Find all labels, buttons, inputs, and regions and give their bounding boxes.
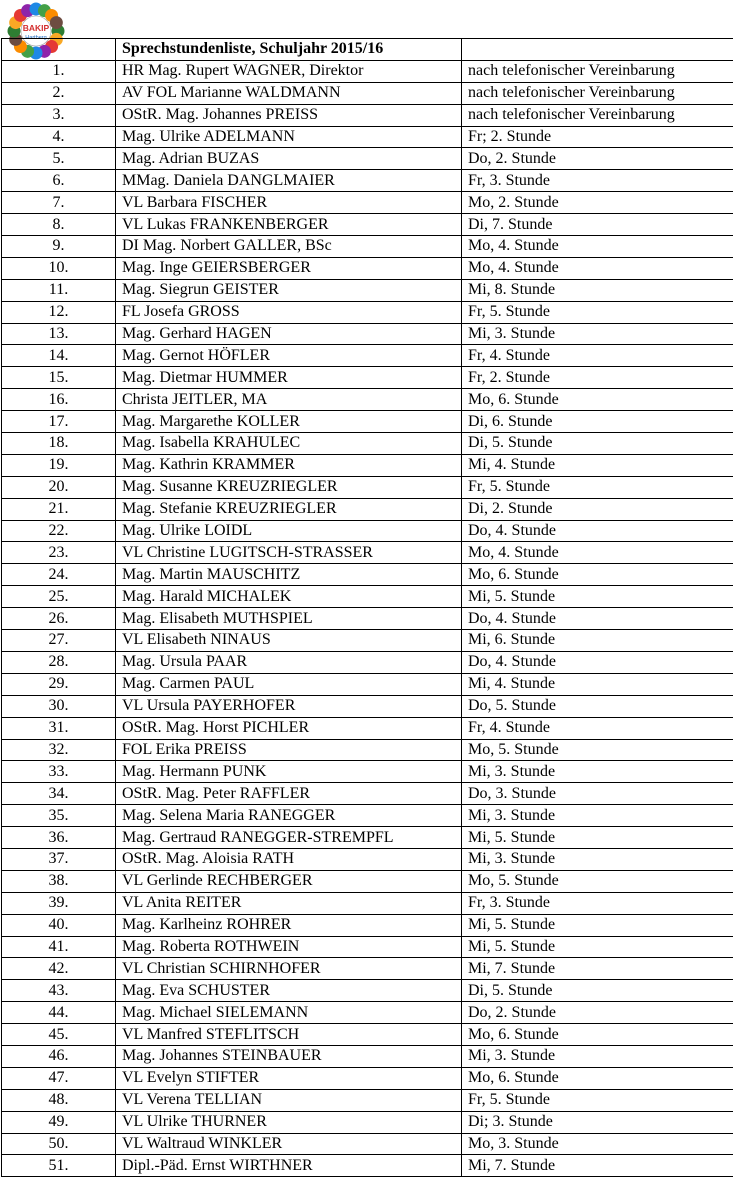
table-row	[2, 520, 733, 542]
consultation-time: nach telefonischer Vereinbarung	[462, 104, 733, 126]
consultation-time: Fr, 4. Stunde	[462, 345, 733, 367]
logo-subtext: Hartberg	[25, 35, 46, 41]
teacher-name: Christa JEITLER, MA	[116, 389, 462, 411]
table-row	[2, 301, 733, 323]
row-number: 34.	[2, 783, 116, 805]
teacher-name: AV FOL Marianne WALDMANN	[116, 82, 462, 104]
teacher-name: Mag. Martin MAUSCHITZ	[116, 564, 462, 586]
row-number: 20.	[2, 476, 116, 498]
teacher-name: Mag. Michael SIELEMANN	[116, 1002, 462, 1024]
teacher-name: VL Christian SCHIRNHOFER	[116, 958, 462, 980]
teacher-name: VL Ursula PAYERHOFER	[116, 695, 462, 717]
consultation-time: Di, 6. Stunde	[462, 411, 733, 433]
table-row	[2, 323, 733, 345]
consultation-time: Mo, 5. Stunde	[462, 739, 733, 761]
teacher-name: Mag. Karlheinz ROHRER	[116, 914, 462, 936]
table-row	[2, 126, 733, 148]
teacher-name: VL Evelyn STIFTER	[116, 1067, 462, 1089]
row-number: 10.	[2, 257, 116, 279]
consultation-time: Di, 7. Stunde	[462, 214, 733, 236]
consultation-time: Mi, 6. Stunde	[462, 630, 733, 652]
row-number: 35.	[2, 805, 116, 827]
consultation-time: Do, 2. Stunde	[462, 1002, 733, 1024]
teacher-name: Mag. Elisabeth MUTHSPIEL	[116, 608, 462, 630]
row-number: 4.	[2, 126, 116, 148]
row-number: 21.	[2, 498, 116, 520]
teacher-name: VL Gerlinde RECHBERGER	[116, 870, 462, 892]
table-row	[2, 564, 733, 586]
table-row	[2, 1133, 733, 1155]
row-number: 49.	[2, 1111, 116, 1133]
consultation-time: Mi, 8. Stunde	[462, 279, 733, 301]
table-row	[2, 236, 733, 258]
table-row	[2, 82, 733, 104]
teacher-name: VL Christine LUGITSCH-STRASSER	[116, 542, 462, 564]
table-row	[2, 1111, 733, 1133]
table-row	[2, 1045, 733, 1067]
table-row	[2, 1024, 733, 1046]
row-number: 6.	[2, 170, 116, 192]
consultation-time: Do, 4. Stunde	[462, 651, 733, 673]
consultation-time: Mo, 6. Stunde	[462, 1067, 733, 1089]
row-number: 40.	[2, 914, 116, 936]
table-row	[2, 1002, 733, 1024]
consultation-time: nach telefonischer Vereinbarung	[462, 60, 733, 82]
consultation-time: Di, 5. Stunde	[462, 980, 733, 1002]
table-row	[2, 257, 733, 279]
table-row	[2, 958, 733, 980]
teacher-name: Mag. Margarethe KOLLER	[116, 411, 462, 433]
teacher-name: Mag. Ulrike LOIDL	[116, 520, 462, 542]
table-row	[2, 279, 733, 301]
row-number: 19.	[2, 454, 116, 476]
consultation-time: Mi, 4. Stunde	[462, 673, 733, 695]
row-number: 9.	[2, 236, 116, 258]
table-row	[2, 914, 733, 936]
table-row	[2, 214, 733, 236]
consultation-time: Fr, 3. Stunde	[462, 170, 733, 192]
consultation-time: Mi, 7. Stunde	[462, 1155, 733, 1177]
consultation-time: Mi, 3. Stunde	[462, 805, 733, 827]
consultation-time: Di; 3. Stunde	[462, 1111, 733, 1133]
table-row	[2, 827, 733, 849]
consultation-time: Mi, 3. Stunde	[462, 761, 733, 783]
row-number: 28.	[2, 651, 116, 673]
row-number: 8.	[2, 214, 116, 236]
table-title: Sprechstundenliste, Schuljahr 2015/16	[116, 39, 462, 61]
consultation-time: Do, 4. Stunde	[462, 608, 733, 630]
consultation-time: Do, 4. Stunde	[462, 520, 733, 542]
teacher-name: FL Josefa GROSS	[116, 301, 462, 323]
table-row	[2, 651, 733, 673]
teacher-name: Mag. Johannes STEINBAUER	[116, 1045, 462, 1067]
table-row	[2, 476, 733, 498]
table-row	[2, 60, 733, 82]
header-cell-time	[462, 39, 733, 61]
teacher-name: Mag. Stefanie KREUZRIEGLER	[116, 498, 462, 520]
table-row	[2, 542, 733, 564]
row-number: 48.	[2, 1089, 116, 1111]
table-row	[2, 192, 733, 214]
consultation-time: Mi, 5. Stunde	[462, 936, 733, 958]
teacher-name: Mag. Ulrike ADELMANN	[116, 126, 462, 148]
row-number: 14.	[2, 345, 116, 367]
table-row	[2, 389, 733, 411]
row-number: 17.	[2, 411, 116, 433]
teacher-name: Mag. Selena Maria RANEGGER	[116, 805, 462, 827]
teacher-name: Mag. Siegrun GEISTER	[116, 279, 462, 301]
table-row	[2, 739, 733, 761]
consultation-time: Fr, 4. Stunde	[462, 717, 733, 739]
row-number: 38.	[2, 870, 116, 892]
consultation-time: Mi, 4. Stunde	[462, 454, 733, 476]
row-number: 50.	[2, 1133, 116, 1155]
consultation-time: Di, 2. Stunde	[462, 498, 733, 520]
row-number: 33.	[2, 761, 116, 783]
logo-petal	[50, 16, 63, 29]
table-row	[2, 870, 733, 892]
teacher-name: HR Mag. Rupert WAGNER, Direktor	[116, 60, 462, 82]
row-number: 51.	[2, 1155, 116, 1177]
row-number: 5.	[2, 148, 116, 170]
row-number: 27.	[2, 630, 116, 652]
teacher-name: OStR. Mag. Peter RAFFLER	[116, 783, 462, 805]
teacher-name: FOL Erika PREISS	[116, 739, 462, 761]
teacher-name: MMag. Daniela DANGLMAIER	[116, 170, 462, 192]
consultation-time: nach telefonischer Vereinbarung	[462, 82, 733, 104]
teacher-name: VL Elisabeth NINAUS	[116, 630, 462, 652]
consultation-time: Mi, 5. Stunde	[462, 914, 733, 936]
teacher-name: VL Barbara FISCHER	[116, 192, 462, 214]
consultation-time: Mi, 7. Stunde	[462, 958, 733, 980]
row-number: 36.	[2, 827, 116, 849]
row-number: 11.	[2, 279, 116, 301]
table-row	[2, 695, 733, 717]
row-number: 7.	[2, 192, 116, 214]
table-row	[2, 586, 733, 608]
consultation-time: Mo, 2. Stunde	[462, 192, 733, 214]
consultation-time: Do, 5. Stunde	[462, 695, 733, 717]
table-row	[2, 717, 733, 739]
teacher-name: Mag. Gernot HÖFLER	[116, 345, 462, 367]
consultation-time: Mo, 4. Stunde	[462, 542, 733, 564]
row-number: 47.	[2, 1067, 116, 1089]
teacher-name: Mag. Gerhard HAGEN	[116, 323, 462, 345]
consultation-time: Fr, 2. Stunde	[462, 367, 733, 389]
consultation-time: Do, 3. Stunde	[462, 783, 733, 805]
teacher-name: Mag. Harald MICHALEK	[116, 586, 462, 608]
row-number: 37.	[2, 848, 116, 870]
consultation-time: Mo, 4. Stunde	[462, 236, 733, 258]
row-number: 1.	[2, 60, 116, 82]
table-row	[2, 761, 733, 783]
consultation-time: Mi, 3. Stunde	[462, 1045, 733, 1067]
consultation-time: Mi, 3. Stunde	[462, 323, 733, 345]
consultation-time: Mo, 4. Stunde	[462, 257, 733, 279]
row-number: 12.	[2, 301, 116, 323]
table-row	[2, 433, 733, 455]
consultation-time: Mo, 5. Stunde	[462, 870, 733, 892]
teacher-name: VL Anita REITER	[116, 892, 462, 914]
table-row	[2, 498, 733, 520]
table-row	[2, 980, 733, 1002]
teacher-name: Mag. Carmen PAUL	[116, 673, 462, 695]
table-row	[2, 1155, 733, 1177]
table-row	[2, 783, 733, 805]
row-number: 45.	[2, 1024, 116, 1046]
consultation-time: Mi, 3. Stunde	[462, 848, 733, 870]
table-row	[2, 148, 733, 170]
teacher-name: Dipl.-Päd. Ernst WIRTHNER	[116, 1155, 462, 1177]
row-number: 18.	[2, 433, 116, 455]
row-number: 24.	[2, 564, 116, 586]
consultation-time: Fr, 5. Stunde	[462, 476, 733, 498]
teacher-name: VL Waltraud WINKLER	[116, 1133, 462, 1155]
logo-text: BAKIP	[23, 23, 50, 33]
consultation-time: Di, 5. Stunde	[462, 433, 733, 455]
table-row	[2, 673, 733, 695]
row-number: 46.	[2, 1045, 116, 1067]
teacher-name: VL Verena TELLIAN	[116, 1089, 462, 1111]
consultation-time: Fr; 2. Stunde	[462, 126, 733, 148]
row-number: 43.	[2, 980, 116, 1002]
teacher-name: Mag. Inge GEIERSBERGER	[116, 257, 462, 279]
row-number: 29.	[2, 673, 116, 695]
row-number: 15.	[2, 367, 116, 389]
table-row	[2, 805, 733, 827]
teacher-name: OStR. Mag. Aloisia RATH	[116, 848, 462, 870]
row-number: 31.	[2, 717, 116, 739]
teacher-name: Mag. Eva SCHUSTER	[116, 980, 462, 1002]
table-row	[2, 1067, 733, 1089]
consultation-time: Mi, 5. Stunde	[462, 827, 733, 849]
consultation-time: Mo, 6. Stunde	[462, 389, 733, 411]
table-row	[2, 630, 733, 652]
header-cell-number	[2, 39, 116, 61]
table-row	[2, 367, 733, 389]
consultation-time: Do, 2. Stunde	[462, 148, 733, 170]
row-number: 30.	[2, 695, 116, 717]
row-number: 13.	[2, 323, 116, 345]
teacher-name: Mag. Isabella KRAHULEC	[116, 433, 462, 455]
teacher-name: Mag. Adrian BUZAS	[116, 148, 462, 170]
teacher-name: VL Ulrike THURNER	[116, 1111, 462, 1133]
table-header-row	[2, 39, 733, 61]
consultation-hours-table	[1, 38, 733, 1177]
row-number: 25.	[2, 586, 116, 608]
table-row	[2, 104, 733, 126]
consultation-time: Mo, 6. Stunde	[462, 564, 733, 586]
table-row	[2, 608, 733, 630]
consultation-time: Mo, 3. Stunde	[462, 1133, 733, 1155]
consultation-time: Mi, 5. Stunde	[462, 586, 733, 608]
table-row	[2, 1089, 733, 1111]
teacher-name: Mag. Hermann PUNK	[116, 761, 462, 783]
teacher-name: VL Manfred STEFLITSCH	[116, 1024, 462, 1046]
table-row	[2, 454, 733, 476]
table-row	[2, 848, 733, 870]
row-number: 22.	[2, 520, 116, 542]
teacher-name: Mag. Kathrin KRAMMER	[116, 454, 462, 476]
row-number: 42.	[2, 958, 116, 980]
table-row	[2, 892, 733, 914]
teacher-name: OStR. Mag. Johannes PREISS	[116, 104, 462, 126]
teacher-name: Mag. Gertraud RANEGGER-STREMPFL	[116, 827, 462, 849]
teacher-name: Mag. Roberta ROTHWEIN	[116, 936, 462, 958]
row-number: 2.	[2, 82, 116, 104]
row-number: 3.	[2, 104, 116, 126]
row-number: 16.	[2, 389, 116, 411]
teacher-name: Mag. Ursula PAAR	[116, 651, 462, 673]
consultation-time: Fr, 5. Stunde	[462, 1089, 733, 1111]
row-number: 32.	[2, 739, 116, 761]
table-row	[2, 170, 733, 192]
table-row	[2, 411, 733, 433]
teacher-name: Mag. Dietmar HUMMER	[116, 367, 462, 389]
row-number: 44.	[2, 1002, 116, 1024]
row-number: 26.	[2, 608, 116, 630]
teacher-name: Mag. Susanne KREUZRIEGLER	[116, 476, 462, 498]
row-number: 41.	[2, 936, 116, 958]
table-row	[2, 345, 733, 367]
teacher-name: DI Mag. Norbert GALLER, BSc	[116, 236, 462, 258]
teacher-name: OStR. Mag. Horst PICHLER	[116, 717, 462, 739]
consultation-time: Fr, 3. Stunde	[462, 892, 733, 914]
consultation-time: Mo, 6. Stunde	[462, 1024, 733, 1046]
row-number: 39.	[2, 892, 116, 914]
table-row	[2, 936, 733, 958]
row-number: 23.	[2, 542, 116, 564]
consultation-time: Fr, 5. Stunde	[462, 301, 733, 323]
teacher-name: VL Lukas FRANKENBERGER	[116, 214, 462, 236]
